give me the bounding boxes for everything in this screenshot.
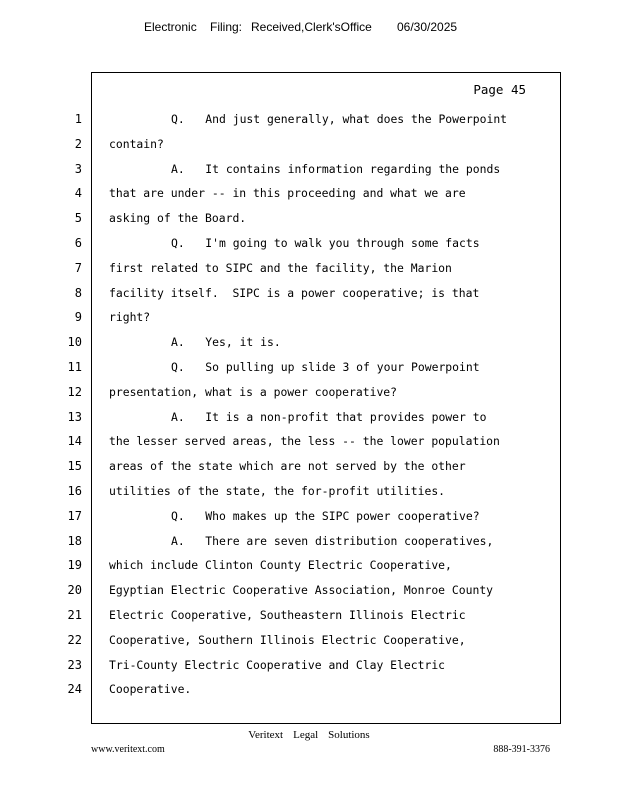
transcript-line <box>0 305 618 330</box>
line-number: 8 <box>74 285 82 300</box>
line-number: 1 <box>74 112 82 126</box>
header-received: Received,Clerk'sOffice <box>251 20 372 34</box>
line-text: contain? <box>109 136 164 151</box>
line-text: which include Clinton County Electric Cooperative, <box>109 558 452 573</box>
line-number: 3 <box>74 161 82 176</box>
header-date: 06/30/2025 <box>397 20 458 34</box>
transcript-line <box>0 553 618 578</box>
line-number: 9 <box>74 310 82 325</box>
line-number: 21 <box>67 607 82 622</box>
transcript-line <box>0 529 618 554</box>
line-text: Tri-County Electric Cooperative and Clay Electric <box>109 657 446 672</box>
line-number: 15 <box>67 459 82 474</box>
line-number: 20 <box>67 583 82 598</box>
filing-header <box>0 20 618 40</box>
transcript-line <box>0 380 618 405</box>
transcript-line <box>0 429 618 454</box>
transcript-line <box>0 677 618 702</box>
header-electronic: Electronic <box>144 20 197 34</box>
footer-website: www.veritext.com <box>91 744 165 755</box>
transcript-lines <box>0 107 618 702</box>
line-text: Egyptian Electric Cooperative Association, Monroe County <box>109 583 494 598</box>
transcript-line <box>0 653 618 678</box>
page-number: Page 45 <box>473 82 526 97</box>
transcript-line <box>0 231 618 256</box>
line-number: 11 <box>67 359 82 374</box>
header-filing: Filing: <box>210 20 243 34</box>
footer-company-word: Legal <box>293 729 319 741</box>
transcript-line <box>0 157 618 182</box>
line-number: 14 <box>67 434 82 449</box>
footer-company-word: Solutions <box>328 729 370 741</box>
transcript-line <box>0 107 618 132</box>
transcript-line <box>0 355 618 380</box>
line-number: 6 <box>74 235 82 250</box>
line-number: 23 <box>67 657 82 672</box>
line-text: facility itself. SIPC is a power cooperative; is that <box>109 285 480 300</box>
line-number: 16 <box>67 483 82 498</box>
line-text: that are under -- in this proceeding and what we are <box>109 186 466 201</box>
transcript-line <box>0 479 618 504</box>
line-number: 4 <box>74 186 82 201</box>
line-text: A. Yes, it is. <box>171 335 281 350</box>
line-text: Q. Who makes up the SIPC power cooperative? <box>171 508 480 523</box>
transcript-line <box>0 578 618 603</box>
line-text: right? <box>109 310 151 325</box>
line-number: 7 <box>74 260 82 275</box>
line-text: A. There are seven distribution cooperatives, <box>171 533 494 548</box>
transcript-line <box>0 504 618 529</box>
line-text: Cooperative, Southern Illinois Electric Cooperative, <box>109 632 466 647</box>
line-text: utilities of the state, the for-profit utilities. <box>109 483 446 498</box>
line-text: Cooperative. <box>109 682 192 697</box>
transcript-line <box>0 603 618 628</box>
line-number: 24 <box>67 682 82 697</box>
line-number: 5 <box>74 211 82 226</box>
transcript-line <box>0 181 618 206</box>
footer-company <box>0 729 618 741</box>
line-text: asking of the Board. <box>109 211 247 226</box>
line-number: 12 <box>67 384 82 399</box>
transcript-line <box>0 256 618 281</box>
footer-company-word: Veritext <box>248 729 284 741</box>
line-text: A. It contains information regarding the ponds <box>171 161 501 176</box>
line-number: 22 <box>67 632 82 647</box>
footer-phone: 888-391-3376 <box>493 744 550 755</box>
transcript-line <box>0 454 618 479</box>
line-text: first related to SIPC and the facility, the Marion <box>109 260 452 275</box>
line-text: Q. I'm going to walk you through some facts <box>171 235 480 250</box>
transcript-line <box>0 281 618 306</box>
line-number: 2 <box>74 136 82 151</box>
line-text: Electric Cooperative, Southeastern Illinois Electric <box>109 607 466 622</box>
line-number: 19 <box>67 558 82 573</box>
line-number: 18 <box>67 533 82 548</box>
line-number: 17 <box>67 508 82 523</box>
line-number: 10 <box>67 335 82 350</box>
line-text: Q. So pulling up slide 3 of your Powerpoint <box>171 359 480 374</box>
transcript-line <box>0 405 618 430</box>
line-text: the lesser served areas, the less -- the lower population <box>109 434 500 449</box>
transcript-line <box>0 330 618 355</box>
transcript-line <box>0 132 618 157</box>
line-text: A. It is a non-profit that provides power to <box>171 409 487 424</box>
transcript-line <box>0 206 618 231</box>
transcript-line <box>0 628 618 653</box>
line-text: areas of the state which are not served by the other <box>109 459 466 474</box>
line-number: 13 <box>67 409 82 424</box>
line-text: presentation, what is a power cooperative? <box>109 384 398 399</box>
line-text: Q. And just generally, what does the Powerpoint <box>171 112 508 126</box>
